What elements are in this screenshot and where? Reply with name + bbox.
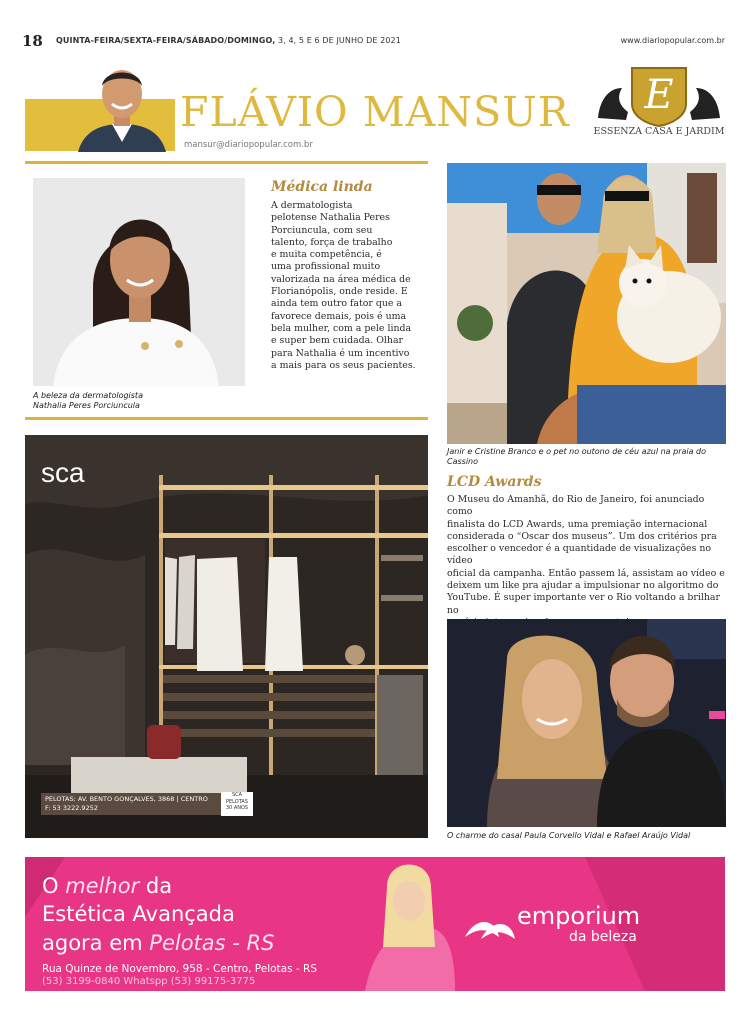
emporium-ad[interactable] xyxy=(25,857,725,991)
caption-line: Nathalia Peres Porciuncula xyxy=(33,401,140,410)
body-line: YouTube. É super importante ver o Rio voltando a brilhar no xyxy=(447,592,720,616)
body-line: finalista do LCD Awards, uma premiação internacional xyxy=(447,518,708,530)
body-line: ainda tem outro fator que a xyxy=(271,298,403,310)
ad-text: agora em xyxy=(42,931,150,955)
badge-line: 30 ANOS xyxy=(225,805,249,811)
rule-mid-left xyxy=(25,417,428,420)
ad-text: O xyxy=(42,874,66,898)
couple-night-photo xyxy=(447,619,726,827)
body-line: e super bem cuidada. Olhar xyxy=(271,335,404,347)
sca-logo: sca xyxy=(41,457,85,488)
body-line: A dermatologista xyxy=(271,200,353,211)
ad-highlight: melhor xyxy=(65,874,140,898)
badge-line: PELOTAS xyxy=(226,798,248,805)
body-line: deixem um like pra ajudar a impulsionar no algoritmo do xyxy=(447,580,719,592)
sca-ad[interactable] xyxy=(25,435,428,838)
body-line: O Museu do Amanhã, do Rio de Janeiro, foi anunciado como xyxy=(447,494,705,518)
sca-address: PELOTAS: AV. BENTO GONÇALVES, 3868 | CENTRO xyxy=(45,795,208,803)
doctor-photo xyxy=(33,178,245,386)
story-medica-body xyxy=(271,200,436,372)
body-line: para Nathalia é um incentivo xyxy=(271,347,410,359)
website-link[interactable]: www.diariopopular.com.br xyxy=(620,36,725,45)
ad-headline-2: Estética Avançada xyxy=(42,902,235,926)
dateline-date: 3, 4, 5 E 6 DE JUNHO DE 2021 xyxy=(275,36,401,45)
doctor-photo-caption xyxy=(33,391,245,411)
ad-phones[interactable]: (53) 3199-0840 Whatspp (53) 99175-3775 xyxy=(42,976,256,987)
ad-headline-3 xyxy=(42,931,274,955)
body-line: oficial da campanha. Então passem lá, assistam ao vídeo e xyxy=(447,567,725,579)
ad-text: da xyxy=(139,874,173,898)
essenza-logo-text: ESSENZA CASA E JARDIM xyxy=(593,126,725,137)
emporium-logo: emporium xyxy=(517,902,641,930)
columnist-portrait xyxy=(74,62,170,152)
logo-monogram: E xyxy=(644,72,674,118)
body-line: Florianópolis, onde reside. E xyxy=(271,286,408,298)
story-lcd-body xyxy=(447,494,729,629)
column-title: FLÁVIO MANSUR xyxy=(180,88,570,136)
body-line: bela mulher, com a pele linda xyxy=(271,322,412,334)
ad-address: Rua Quinze de Novembro, 958 - Centro, Pelotas - RS xyxy=(42,963,318,975)
couple-night-caption: O charme do casal Paula Corvello Vidal e Rafael Araújo Vidal xyxy=(447,831,691,840)
sca-phone: F: 53 3222.9252 xyxy=(45,804,98,812)
sca-address-box xyxy=(41,793,225,815)
body-line: a mais para os seus pacientes. xyxy=(271,359,416,371)
sca-30-anos-badge xyxy=(221,792,253,816)
dateline xyxy=(56,36,401,45)
rule-top-left xyxy=(25,161,428,164)
caption-line: A beleza da dermatologista xyxy=(33,391,143,400)
story-medica-title: Médica linda xyxy=(271,179,373,195)
emporium-logo-subtitle: da beleza xyxy=(569,929,637,945)
body-line: pelotense Nathalia Peres xyxy=(271,212,390,224)
body-line: e muita competência, é xyxy=(271,249,382,261)
body-line: uma profissional muito xyxy=(271,261,381,273)
body-line: favorece demais, pois é uma xyxy=(271,310,407,322)
story-lcd-title: LCD Awards xyxy=(447,474,542,490)
columnist-email[interactable]: mansur@diariopopular.com.br xyxy=(184,140,313,150)
ad-headline-1 xyxy=(42,874,172,898)
dateline-days: QUINTA-FEIRA/SEXTA-FEIRA/SÁBADO/DOMINGO, xyxy=(56,36,276,45)
ad-highlight: Pelotas - RS xyxy=(149,931,275,955)
couple-dog-photo xyxy=(447,163,726,444)
body-line: considerada o “Oscar dos museus”. Um dos critérios pra xyxy=(447,530,717,542)
badge-line: SCA xyxy=(231,792,243,798)
couple-dog-caption: Janir e Cristine Branco e o pet no outono de céu azul na praia do Cassino xyxy=(447,447,707,466)
page-number: 18 xyxy=(22,32,43,50)
body-line: talento, força de trabalho xyxy=(271,236,393,248)
body-line: Porciuncula, com seu xyxy=(271,224,373,236)
body-line: escolher o vencedor é a quantidade de visualizações no vídeo xyxy=(447,543,712,567)
body-line: valorizada na área médica de xyxy=(271,273,411,285)
